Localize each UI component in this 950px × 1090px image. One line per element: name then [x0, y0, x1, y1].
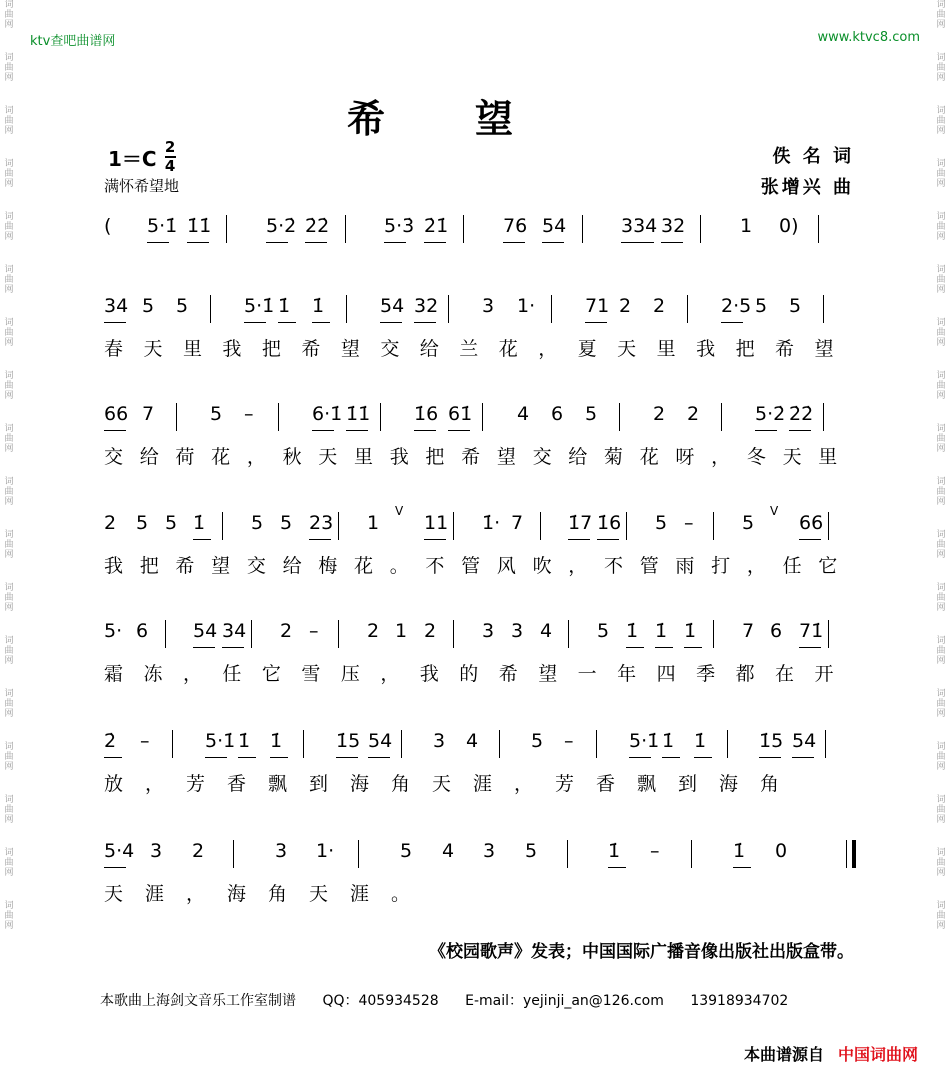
- notation-line: [104, 215, 854, 255]
- note: 5·1̇: [244, 295, 275, 317]
- note: 7: [142, 403, 155, 425]
- bar-line: [338, 620, 339, 648]
- watermark-text: 词曲网: [4, 477, 14, 507]
- watermark-text: 词曲网: [936, 583, 946, 613]
- bar-line: [687, 295, 688, 323]
- watermark-text: 词曲网: [4, 53, 14, 83]
- bar-line: [210, 295, 211, 323]
- note: 6: [551, 403, 564, 425]
- note: 5: [251, 512, 264, 534]
- notation-line: [104, 403, 854, 443]
- underline-beam: [789, 430, 811, 431]
- note: 5: [176, 295, 189, 317]
- bar-line: [401, 730, 402, 758]
- watermark-text: 词曲网: [4, 901, 14, 931]
- underline-beam: [104, 430, 126, 431]
- underline-beam: [238, 757, 256, 758]
- underline-beam: [266, 242, 288, 243]
- note: 5: [142, 295, 155, 317]
- lyrics-line: 春天里我把希望交给兰花，夏天里我把希望: [104, 338, 855, 360]
- underline-beam: [312, 322, 330, 323]
- maker-text: 本歌曲上海剑文音乐工作室制谱: [100, 993, 296, 1009]
- note: 1̇1̇: [346, 403, 371, 425]
- underline-beam: [414, 322, 436, 323]
- song-title: 希望: [346, 96, 603, 141]
- notation-line: [104, 295, 854, 335]
- note: 1̇·: [482, 512, 501, 534]
- underline-beam: [305, 242, 327, 243]
- bar-line: [222, 512, 223, 540]
- watermark-text: 词曲网: [936, 689, 946, 719]
- underline-beam: [104, 757, 122, 758]
- note: 2: [653, 403, 666, 425]
- note: 61̇: [448, 403, 473, 425]
- underline-beam: [309, 539, 331, 540]
- note: 5: [531, 730, 544, 752]
- watermark-text: 词曲网: [4, 159, 14, 189]
- note: 4: [466, 730, 479, 752]
- underline-beam: [368, 757, 390, 758]
- note: 1·: [517, 295, 536, 317]
- underline-beam: [384, 242, 406, 243]
- bar-line: [303, 730, 304, 758]
- watermark-text: 词曲网: [936, 159, 946, 189]
- underline-beam: [655, 647, 673, 648]
- lyrics-line: 放，芳香飘到海角天涯，芳香飘到海角: [104, 773, 802, 795]
- underline-beam: [278, 322, 296, 323]
- watermark-text: 词曲网: [4, 636, 14, 666]
- watermark-text: 词曲网: [936, 212, 946, 242]
- bar-line: [823, 295, 824, 323]
- bar-line: [823, 403, 824, 431]
- note: 1̇5: [336, 730, 361, 752]
- note: 1·: [316, 840, 335, 862]
- underline-beam: [336, 757, 358, 758]
- note: 54: [368, 730, 393, 752]
- note: 1̇7: [568, 512, 593, 534]
- bar-line: [380, 403, 381, 431]
- bar-line: [818, 215, 819, 243]
- bar-line: [727, 730, 728, 758]
- watermark-text: 词曲网: [936, 477, 946, 507]
- underline-beam: [424, 242, 446, 243]
- note: 5: [755, 295, 768, 317]
- bar-line: [721, 403, 722, 431]
- bar-line: [713, 620, 714, 648]
- note: 1̇: [655, 620, 668, 642]
- note: 0): [779, 215, 799, 237]
- note: 7: [511, 512, 524, 534]
- bar-line: [551, 295, 552, 323]
- note: 3: [511, 620, 524, 642]
- watermark-text: 词曲网: [4, 689, 14, 719]
- notation-line: [104, 840, 854, 880]
- watermark-text: 词曲网: [936, 265, 946, 295]
- bar-line: [346, 295, 347, 323]
- lyrics-line: 交给荷花，秋天里我把希望交给菊花呀，冬天里: [104, 446, 855, 468]
- watermark-text: 词曲网: [936, 795, 946, 825]
- note: 5: [597, 620, 610, 642]
- note: 54: [542, 215, 567, 237]
- bar-line: [278, 403, 279, 431]
- bar-line: [358, 840, 359, 868]
- note: 54: [792, 730, 817, 752]
- note: 1: [740, 215, 753, 237]
- underline-beam: [503, 242, 525, 243]
- underline-beam: [721, 322, 743, 323]
- note: 3: [433, 730, 446, 752]
- note: 1̇: [694, 730, 707, 752]
- bar-line: [453, 620, 454, 648]
- score-row: [104, 840, 854, 908]
- bar-line: [713, 512, 714, 540]
- note: 1̇1̇: [187, 215, 212, 237]
- time-top: 2: [164, 138, 176, 156]
- note: 1̇: [608, 840, 621, 862]
- watermark-text: 词曲网: [936, 636, 946, 666]
- underline-beam: [542, 242, 564, 243]
- bar-line: [251, 620, 252, 648]
- note: 3: [275, 840, 288, 862]
- watermark-text: 词曲网: [4, 0, 14, 30]
- note: 0: [775, 840, 788, 862]
- note: 2: [367, 620, 380, 642]
- note: 1̇: [312, 295, 325, 317]
- watermark-text: 词曲网: [4, 318, 14, 348]
- underline-beam: [312, 430, 334, 431]
- underline-beam: [608, 867, 626, 868]
- underline-beam: [448, 430, 470, 431]
- bar-line: [176, 403, 177, 431]
- note: 66: [104, 403, 129, 425]
- watermark-text: 词曲网: [936, 901, 946, 931]
- underline-beam: [193, 539, 211, 540]
- note: 2: [687, 403, 700, 425]
- note: 2̇1̇: [424, 215, 449, 237]
- bar-line: [499, 730, 500, 758]
- note: 7: [742, 620, 755, 642]
- watermark-text: 词曲网: [4, 848, 14, 878]
- note: 334: [621, 215, 658, 237]
- note: 5·2̇: [755, 403, 786, 425]
- note: 1̇: [238, 730, 251, 752]
- watermark-text: 词曲网: [936, 371, 946, 401]
- lyrics-line: 我把希望交给梅花。不管风吹，不管雨打，任它: [104, 555, 855, 577]
- phone-text: 13918934702: [690, 993, 789, 1009]
- bar-line: [626, 512, 627, 540]
- score-row: [104, 295, 854, 363]
- bar-line: [567, 840, 568, 868]
- note: 5·3̇: [384, 215, 415, 237]
- watermark-text: 词曲网: [936, 318, 946, 348]
- breath-mark: V: [395, 504, 404, 518]
- underline-beam: [244, 322, 266, 323]
- note: 34: [222, 620, 247, 642]
- watermark-text: 词曲网: [4, 212, 14, 242]
- right-site-link[interactable]: www.ktvc8.com: [817, 30, 920, 45]
- note: 3: [150, 840, 163, 862]
- note: 34: [104, 295, 129, 317]
- underline-beam: [792, 757, 814, 758]
- underline-beam: [193, 647, 215, 648]
- note: 54: [380, 295, 405, 317]
- bar-line: [828, 512, 829, 540]
- time-signature: [165, 140, 176, 174]
- bar-line: [172, 730, 173, 758]
- footer-info: [100, 990, 810, 1010]
- underline-beam: [346, 430, 368, 431]
- note: 1̇: [270, 730, 283, 752]
- qq-text: QQ：405934528: [322, 993, 439, 1009]
- bar-line: [582, 215, 583, 243]
- note: 5: [789, 295, 802, 317]
- note: 76: [503, 215, 528, 237]
- note: 2: [192, 840, 205, 862]
- underline-beam: [626, 647, 644, 648]
- note: –: [140, 730, 150, 752]
- source-line: [744, 1042, 918, 1065]
- watermark-text: 词曲网: [4, 106, 14, 136]
- underline-beam: [414, 430, 436, 431]
- score-row: [104, 730, 854, 798]
- underline-beam: [104, 322, 126, 323]
- note: 1: [367, 512, 380, 534]
- publication-note: 《校园歌声》发表；中国国际广播音像出版社出版盒带。: [429, 942, 854, 962]
- note: 1̇: [626, 620, 639, 642]
- note: 5: [655, 512, 668, 534]
- final-bar-line: [846, 840, 856, 868]
- note: 5: [280, 512, 293, 534]
- underline-beam: [104, 867, 126, 868]
- watermark-text: 词曲网: [936, 53, 946, 83]
- note: (: [104, 215, 112, 237]
- bar-line: [568, 620, 569, 648]
- note: 3: [483, 840, 496, 862]
- bar-line: [453, 512, 454, 540]
- note: 1̇: [662, 730, 675, 752]
- note: 54: [193, 620, 218, 642]
- note: 4: [517, 403, 530, 425]
- bar-line: [596, 730, 597, 758]
- note: 1̇6: [597, 512, 622, 534]
- note: 5: [525, 840, 538, 862]
- score-row: [104, 215, 854, 255]
- underline-beam: [661, 242, 683, 243]
- note: 1̇: [684, 620, 697, 642]
- watermark-text: 词曲网: [4, 742, 14, 772]
- bar-line: [338, 512, 339, 540]
- note: 5·1̇: [147, 215, 178, 237]
- underline-beam: [621, 242, 654, 243]
- bar-line: [825, 730, 826, 758]
- tempo-expression: 满怀希望地: [104, 177, 180, 195]
- key-label: 1＝C: [108, 146, 157, 171]
- score-row: [104, 504, 855, 580]
- note: 1̇: [278, 295, 291, 317]
- bar-line: [233, 840, 234, 868]
- notation-line: [104, 504, 854, 552]
- note: 4: [540, 620, 553, 642]
- lyrics-line: 天涯，海角天涯。: [104, 883, 433, 905]
- note: 1̇5: [759, 730, 784, 752]
- underline-beam: [205, 757, 227, 758]
- bar-line: [448, 295, 449, 323]
- bar-line: [482, 403, 483, 431]
- note: 5·: [104, 620, 123, 642]
- note: 2̇2̇: [789, 403, 814, 425]
- watermark-text: 词曲网: [4, 795, 14, 825]
- note: 11: [424, 512, 449, 534]
- note: 5·2̇: [266, 215, 297, 237]
- underline-beam: [380, 322, 402, 323]
- lyricist-credit: 佚 名 词: [772, 146, 854, 167]
- note: 5: [165, 512, 178, 534]
- email-link[interactable]: E-mail：yejinji_an@126.com: [465, 993, 664, 1009]
- watermark-text: 词曲网: [936, 742, 946, 772]
- underline-beam: [733, 867, 751, 868]
- note: 3: [482, 295, 495, 317]
- score-row: [104, 403, 854, 471]
- breath-mark: V: [770, 504, 779, 518]
- note: 5: [742, 512, 755, 534]
- note: –: [244, 403, 254, 425]
- note: 6: [136, 620, 149, 642]
- watermark-text: 词曲网: [4, 530, 14, 560]
- left-site-link[interactable]: ktv查吧曲谱网: [30, 34, 116, 49]
- underline-beam: [694, 757, 712, 758]
- note: 1̇: [193, 512, 206, 534]
- underline-beam: [585, 322, 607, 323]
- note: 5·1̇: [629, 730, 660, 752]
- note: 6: [770, 620, 783, 642]
- note: 2̇2̇: [305, 215, 330, 237]
- note: 5·4: [104, 840, 135, 862]
- watermark-text: 词曲网: [936, 530, 946, 560]
- watermark-text: 词曲网: [4, 424, 14, 454]
- note: 23: [309, 512, 334, 534]
- underline-beam: [629, 757, 651, 758]
- note: 5: [136, 512, 149, 534]
- left-watermark-strip: [2, 0, 16, 1090]
- note: 1̇6: [414, 403, 439, 425]
- bar-line: [345, 215, 346, 243]
- note: 2: [653, 295, 666, 317]
- bar-line: [540, 512, 541, 540]
- note: 5: [210, 403, 223, 425]
- note: 32: [414, 295, 439, 317]
- underline-beam: [759, 757, 781, 758]
- note: 2: [104, 512, 117, 534]
- time-bottom: 4: [164, 157, 176, 175]
- underline-beam: [147, 242, 169, 243]
- underline-beam: [755, 430, 777, 431]
- underline-beam: [222, 647, 244, 648]
- watermark-text: 词曲网: [936, 848, 946, 878]
- key-signature: [108, 140, 176, 174]
- note: 32: [661, 215, 686, 237]
- note: 2̇: [104, 730, 117, 752]
- note: 2: [424, 620, 437, 642]
- bar-line: [828, 620, 829, 648]
- note: –: [650, 840, 660, 862]
- note: –: [564, 730, 574, 752]
- bar-line: [691, 840, 692, 868]
- notation-line: [104, 730, 854, 770]
- score-row: [104, 620, 854, 688]
- watermark-text: 词曲网: [936, 106, 946, 136]
- watermark-text: 词曲网: [936, 0, 946, 30]
- note: 1̇: [733, 840, 746, 862]
- note: 2: [280, 620, 293, 642]
- note: 5: [400, 840, 413, 862]
- note: –: [684, 512, 694, 534]
- note: 5·1̇: [205, 730, 236, 752]
- note: 71̇: [799, 620, 824, 642]
- watermark-text: 词曲网: [4, 265, 14, 295]
- note: 66: [799, 512, 824, 534]
- source-site-link[interactable]: 中国词曲网: [837, 1045, 918, 1064]
- lyrics-line: 霜冻，任它雪压，我的希望一年四季都在开: [104, 663, 855, 685]
- watermark-text: 词曲网: [4, 583, 14, 613]
- watermark-text: 词曲网: [936, 424, 946, 454]
- note: 2: [619, 295, 632, 317]
- underline-beam: [662, 757, 680, 758]
- underline-beam: [597, 539, 619, 540]
- note: 5: [585, 403, 598, 425]
- underline-beam: [799, 539, 821, 540]
- note: –: [309, 620, 319, 642]
- bar-line: [165, 620, 166, 648]
- note: 2·5: [721, 295, 752, 317]
- note: 3: [482, 620, 495, 642]
- notation-line: [104, 620, 854, 660]
- underline-beam: [684, 647, 702, 648]
- bar-line: [226, 215, 227, 243]
- underline-beam: [568, 539, 590, 540]
- bar-line: [463, 215, 464, 243]
- bar-line: [619, 403, 620, 431]
- right-watermark-strip: [934, 0, 948, 1090]
- underline-beam: [424, 539, 446, 540]
- note: 1: [395, 620, 408, 642]
- note: 4: [442, 840, 455, 862]
- watermark-text: 词曲网: [4, 371, 14, 401]
- note: 71: [585, 295, 610, 317]
- underline-beam: [270, 757, 288, 758]
- source-label: 本曲谱源自: [743, 1045, 824, 1064]
- underline-beam: [187, 242, 209, 243]
- bar-line: [700, 215, 701, 243]
- composer-credit: 张增兴 曲: [760, 177, 854, 198]
- underline-beam: [799, 647, 821, 648]
- note: 6·1̇: [312, 403, 343, 425]
